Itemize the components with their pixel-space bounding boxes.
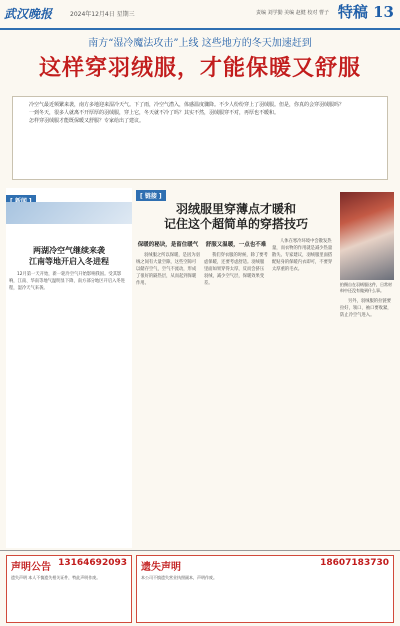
headline-block <box>0 32 400 90</box>
lost-notice-ad <box>136 555 394 623</box>
editor-credits: 责编 刘学勤 美编 赵健 校对 曹子 <box>256 10 329 16</box>
headline-kicker: 南方“湿冷魔法攻击”上线 这些地方的冬天加速赶到 <box>88 38 312 49</box>
article-column-3 <box>272 238 336 538</box>
left-headline: 两湖冷空气继续来袭 江南等地开启入冬进程 <box>29 245 109 266</box>
ad-phone: 13164692093 <box>58 558 127 568</box>
newspaper-logo: 武汉晚报 <box>4 7 53 21</box>
ad-text: 遗失声明 本人不慎遗失相关证件，特此声明作废。 <box>11 575 101 580</box>
classified-ads <box>0 550 400 626</box>
masthead <box>0 0 400 30</box>
ad-title: 声明公告 <box>11 562 51 573</box>
column-text: 我们穿衣服的时候，除了要考虑保暖，还要考虑舒适。羽绒服里面如果穿得太厚，反而会挤压羽绒，减少空气层，保暖效果变差。 <box>204 253 268 286</box>
weather-map-image <box>6 202 132 224</box>
column-text: 羽绒服之所以保暖，是因为羽绒之间有大量空隙，这些空隙可以储存空气，空气不流动，形成了很好的隔热层，从而起到保暖作用。 <box>136 253 200 286</box>
left-body-text: 12月第一天开始，新一轮冷空气开始影响我国。受其影响，江南、华南等地气温明显下降，南方部分地区开启入冬进程，湿冷天气来袭。 <box>9 272 126 291</box>
link-tag: [ 链接 ] <box>136 190 166 201</box>
ad-phone: 18607183730 <box>320 558 389 568</box>
ad-text: 本公司不慎遗失营业执照副本，声明作废。 <box>141 575 217 580</box>
intro-paragraph: 一到冬天，很多人就离不开厚厚的羽绒服，穿上它，冬天就不冷了吗？其实不然，羽绒服穿不对，再厚也不暖和。 <box>29 110 280 116</box>
article-column-1 <box>136 238 200 538</box>
intro-paragraph: 冷空气最近频繁来袭，南方多地迎来湿冷天气。下了雨，冷空气潜入，体感温度骤降。不少人纷纷穿上了羽绒服。但是，你真的会穿羽绒服吗？ <box>29 102 345 108</box>
article-column-2 <box>204 238 268 538</box>
photo-caption: 拍摄自在羽绒服这件，日常材料中还没有做到什么事。 <box>340 282 392 293</box>
left-article <box>6 188 132 548</box>
column-text: 人体在寒冷环境中会散发热量，而衣物的作用就是减少热量散失。专家建议，羽绒服里面搭配贴身的保暖内衣即可，不要穿太厚重的毛衣。 <box>272 239 333 272</box>
right-headline: 羽绒服里穿薄点才暖和 记住这个超简单的穿搭技巧 <box>163 202 308 231</box>
intro-box <box>12 96 388 180</box>
notice-ad <box>6 555 132 623</box>
right-article <box>136 188 394 548</box>
headline-title: 这样穿羽绒服，才能保暖又舒服 <box>38 55 361 81</box>
column-text: 另外，羽绒服的拉链要拉好，领口、袖口要收紧，防止冷空气进入。 <box>340 299 392 318</box>
column-subhead: 保暖的秘诀，是留住暖气 <box>137 242 199 248</box>
article-column-4 <box>340 298 394 538</box>
ad-title: 遗失声明 <box>141 562 181 573</box>
column-subhead: 舒服又温暖，一点也不难 <box>205 242 267 248</box>
issue-date: 2024年12月4日 星期三 <box>70 11 135 18</box>
down-jacket-photo <box>340 192 394 280</box>
section-label: 特稿 13 <box>337 3 394 21</box>
intro-paragraph: 怎样穿羽绒服才能既保暖又舒服？专家给出了建议。 <box>29 118 145 124</box>
